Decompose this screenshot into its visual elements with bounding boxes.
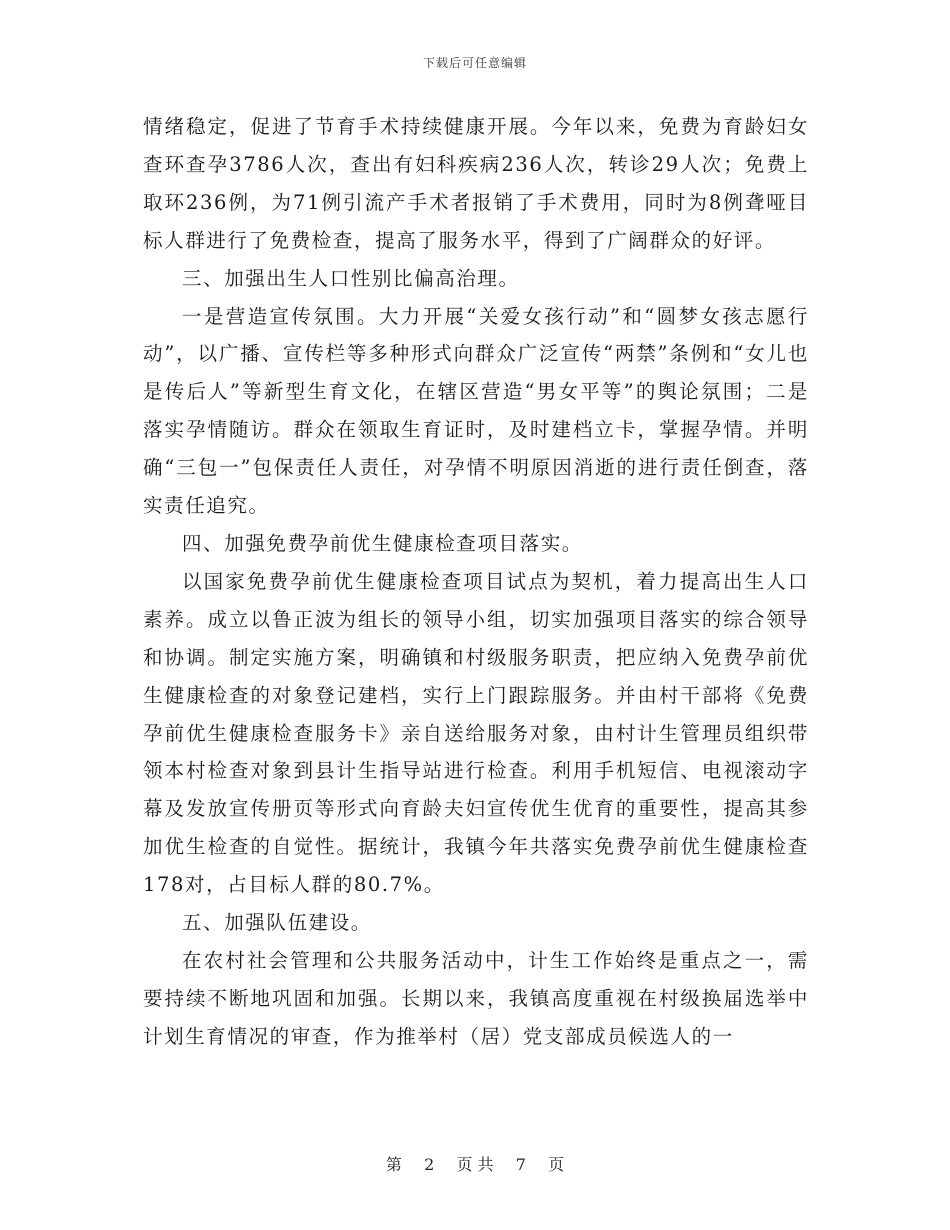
paragraph: 以国家免费孕前优生健康检查项目试点为契机，着力提高出生人口素养。成立以鲁正波为组长的领导小组，切实加强项目落实的综合领导和协调。制定实施方案，明确镇和村级服务职责，把应纳入免费孕前优生健康检查的对象登记建档，实行上门跟踪服务。并由村干部将《免费孕前优生健康检查服务卡》亲自送给服务对象，由村计生管理员组织带领本村检查对象到县计生指导站进行检查。利用手机短信、电视滚动字幕及发放宣传册页等形式向育龄夫妇宣传优生优育的重要性，提高其参加优生检查的自觉性。据统计，我镇今年共落实免费孕前优生健康检查178对，占目标人群的80.7%。 xyxy=(143,569,809,897)
page-footer xyxy=(0,1152,950,1175)
paragraph-continuation: 情绪稳定，促进了节育手术持续健康开展。今年以来，免费为育龄妇女查环查孕3786人次，查出有妇科疾病236人次，转诊29人次；免费上取环236例，为71例引流产手术者报销了手术费用，同时为8例聋哑目标人群进行了免费检查，提高了服务水平，得到了广阔群众的好评。 xyxy=(143,115,809,252)
section-heading-3: 三、加强出生人口性别比偏高治理。 xyxy=(182,266,520,290)
paragraph: 一是营造宣传氛围。大力开展“关爱女孩行动”和“圆梦女孩志愿行动”，以广播、宣传栏等多种形式向群众广泛宣传“两禁”条例和“女儿也是传后人”等新型生育文化，在辖区营造“男女平等”的舆论氛围；二是落实孕情随访。群众在领取生育证时，及时建档立卡，掌握孕情。并明确“三包一”包保责任人责任，对孕情不明原因消逝的进行责任倒查，落实责任追究。 xyxy=(143,304,809,518)
total-pages-number: 7 xyxy=(515,1155,526,1174)
section-heading-4: 四、加强免费孕前优生健康检查项目落实。 xyxy=(182,531,583,555)
page-number-middle: 页 共 xyxy=(456,1155,494,1174)
current-page-number: 2 xyxy=(424,1155,435,1174)
paragraph: 在农村社会管理和公共服务活动中，计生工作始终是重点之一，需要持续不断地巩固和加强。长期以来，我镇高度重视在村级换届选举中计划生育情况的审查，作为推举村（居）党支部成员候选人的一 xyxy=(143,948,809,1048)
page-header: 下载后可任意编辑 xyxy=(422,56,527,70)
document-body xyxy=(143,108,809,1056)
section-heading-5: 五、加强队伍建设。 xyxy=(182,911,372,935)
page-number-prefix: 第 xyxy=(385,1155,402,1174)
page-number-suffix: 页 xyxy=(548,1155,565,1174)
